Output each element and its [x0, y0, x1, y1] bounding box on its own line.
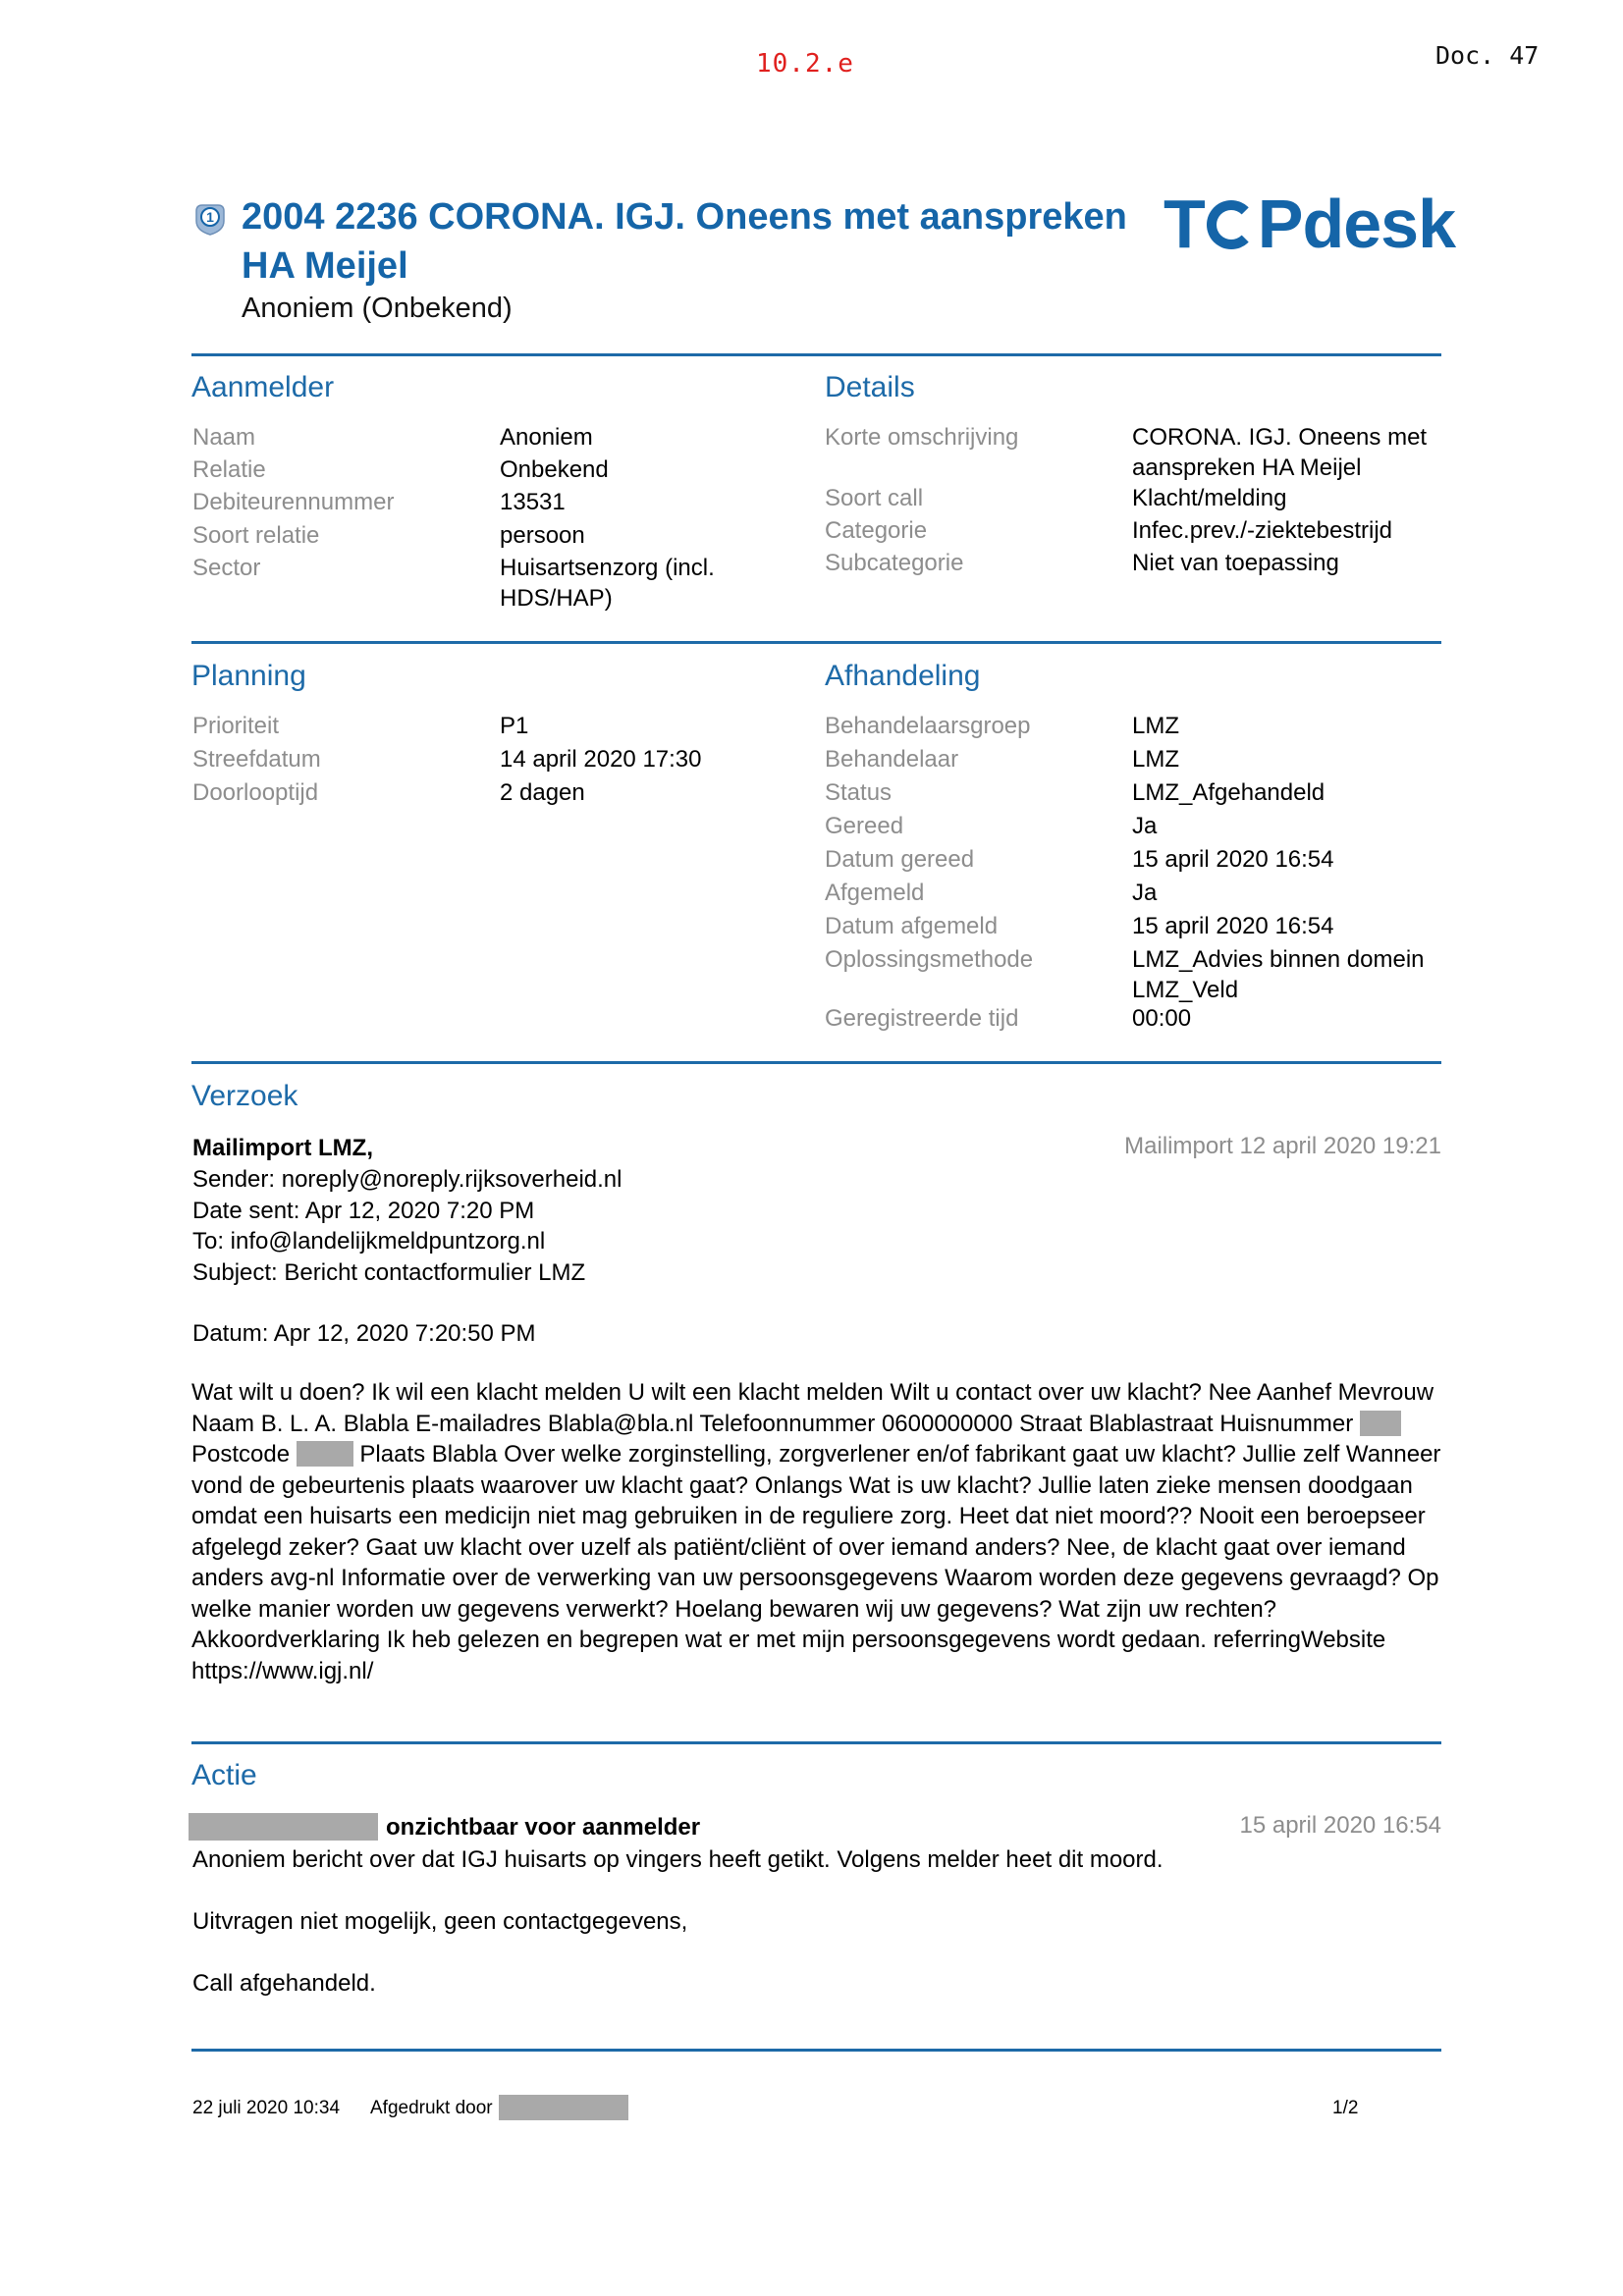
field-label: Geregistreerde tijd	[825, 1005, 1019, 1032]
section-heading-aanmelder: Aanmelder	[191, 371, 335, 403]
logo-text-right: Pdesk	[1257, 186, 1456, 262]
verzoek-author: Mailimport LMZ,	[192, 1135, 373, 1161]
field-value: LMZ	[1132, 746, 1179, 773]
field-value: 15 april 2020 16:54	[1132, 846, 1334, 873]
redacted-block	[499, 2095, 628, 2120]
divider	[191, 641, 1441, 644]
field-label: Datum gereed	[825, 846, 975, 873]
field-label: Debiteurennummer	[192, 489, 395, 515]
field-value: 14 april 2020 17:30	[500, 746, 702, 773]
redaction-mark: 10.2.e	[756, 49, 854, 79]
field-label: Gereed	[825, 813, 904, 839]
field-value: Niet van toepassing	[1132, 550, 1339, 576]
field-value: 00:00	[1132, 1005, 1192, 1032]
field-value: P1	[500, 713, 529, 739]
field-label: Doorlooptijd	[192, 779, 319, 806]
section-heading-planning: Planning	[191, 660, 306, 692]
redacted-block	[189, 1813, 378, 1841]
field-value: 13531	[500, 489, 566, 515]
field-value: 2 dagen	[500, 779, 585, 806]
divider	[191, 1741, 1441, 1744]
call-type-icon	[192, 201, 228, 237]
footer-printed-by: Afgedrukt door	[370, 2098, 493, 2118]
actie-line-1: Anoniem bericht over dat IGJ huisarts op vingers heeft getikt. Volgens melder heet dit moord.	[192, 1846, 1163, 1873]
redacted-block	[1360, 1411, 1401, 1436]
divider	[191, 1061, 1441, 1064]
logo-text-left: T	[1163, 186, 1205, 262]
field-value: Huisartsenzorg (incl. HDS/HAP)	[500, 555, 715, 612]
mail-subject: Subject: Bericht contactformulier LMZ	[192, 1258, 586, 1286]
field-label: Relatie	[192, 456, 266, 483]
divider	[191, 2049, 1441, 2052]
field-value: Onbekend	[500, 456, 609, 483]
divider	[191, 353, 1441, 356]
actie-visibility: onzichtbaar voor aanmelder	[386, 1814, 701, 1841]
field-label: Subcategorie	[825, 550, 964, 576]
verzoek-body-part3: Plaats Blabla Over welke zorginstelling, zorgverlener en/of fabrikant gaat uw klacht? Jullie zelf Wanneer vond de gebeurtenis plaats waarover uw klacht gaat? Onlangs Wat is uw klacht? Jullie laten zieke mensen doodgaan omdat een huisarts een medicijn niet mag gebruiken in de reguliere zorg. Heet dat niet moord?? Nooit een beroepseer afgelegd zeker? Gaat uw klacht over uzelf als patiënt/cliënt of over iemand anders? Nee, de klacht gaat over iemand anders avg-nl Informatie over de verwerking van uw persoonsgegevens Waarom worden deze gegevens gevraagd? Op welke manier worden uw gegevens verwerkt? Hoelang bewaren wij uw gegevens? Wat zijn uw rechten? Akkoordverklaring Ik heb gelezen en begrepen wat er met mijn persoonsgegevens wordt gedaan. referringWebsite https://www.igj.nl/	[191, 1441, 1441, 1684]
logo-o-icon	[1207, 200, 1256, 249]
mail-sender: Sender: noreply@noreply.rijksoverheid.nl	[192, 1166, 622, 1193]
verzoek-body	[191, 1377, 1448, 1686]
mail-to: To: info@landelijkmeldpuntzorg.nl	[192, 1228, 546, 1255]
verzoek-body-part2: Postcode	[191, 1441, 291, 1468]
field-label: Oplossingsmethode	[825, 946, 1034, 973]
field-label: Sector	[192, 555, 261, 581]
section-heading-verzoek: Verzoek	[191, 1080, 298, 1112]
field-label: Behandelaar	[825, 746, 959, 773]
field-label: Status	[825, 779, 893, 806]
section-heading-afhandeling: Afhandeling	[825, 660, 981, 692]
field-label: Prioriteit	[192, 713, 280, 739]
topdesk-logo	[1163, 185, 1455, 263]
mail-datum: Datum: Apr 12, 2020 7:20:50 PM	[192, 1320, 536, 1347]
section-heading-details: Details	[825, 371, 915, 403]
field-value: Ja	[1132, 813, 1158, 839]
field-label: Soort call	[825, 485, 924, 511]
mail-date-sent: Date sent: Apr 12, 2020 7:20 PM	[192, 1197, 535, 1224]
field-label: Streefdatum	[192, 746, 321, 773]
field-value: Ja	[1132, 880, 1158, 906]
field-label: Soort relatie	[192, 522, 320, 549]
redacted-block	[297, 1441, 353, 1467]
field-value: Klacht/melding	[1132, 485, 1287, 511]
svg-text:1: 1	[206, 209, 214, 225]
field-label: Korte omschrijving	[825, 424, 1019, 451]
field-value: persoon	[500, 522, 585, 549]
mail-header-lines	[192, 1164, 622, 1288]
document-number: Doc. 47	[1435, 41, 1540, 70]
field-label: Afgemeld	[825, 880, 925, 906]
page-subtitle: Anoniem (Onbekend)	[242, 293, 513, 324]
field-label: Datum afgemeld	[825, 913, 999, 939]
field-value: Anoniem	[500, 424, 593, 451]
actie-line-2: Uitvragen niet mogelijk, geen contactgegevens,	[192, 1908, 688, 1935]
section-heading-actie: Actie	[191, 1759, 257, 1791]
actie-timestamp: 15 april 2020 16:54	[1239, 1812, 1441, 1839]
field-value: LMZ_Afgehandeld	[1132, 779, 1325, 806]
footer-printed-date: 22 juli 2020 10:34	[192, 2098, 341, 2118]
page-title: 2004 2236 CORONA. IGJ. Oneens met aanspreken HA Meijel	[242, 196, 1127, 287]
field-label: Categorie	[825, 517, 928, 544]
verzoek-timestamp: Mailimport 12 april 2020 19:21	[1124, 1133, 1441, 1159]
footer-page-number: 1/2	[1332, 2098, 1359, 2118]
field-value: LMZ_Advies binnen domein LMZ_Veld	[1132, 946, 1425, 1003]
field-label: Naam	[192, 424, 256, 451]
field-value: LMZ	[1132, 713, 1179, 739]
actie-line-3: Call afgehandeld.	[192, 1970, 376, 1997]
field-value: Infec.prev./-ziektebestrijd	[1132, 517, 1392, 544]
field-value: CORONA. IGJ. Oneens met aanspreken HA Meijel	[1132, 424, 1428, 481]
field-value: 15 april 2020 16:54	[1132, 913, 1334, 939]
verzoek-body-part1: Wat wilt u doen? Ik wil een klacht melden U wilt een klacht melden Wilt u contact over uw klacht? Nee Aanhef Mevrouw Naam B. L. A. Blabla E-mailadres Blabla@bla.nl Telefoonnummer 0600000000 Straat Blablastraat Huisnummer	[191, 1379, 1434, 1437]
field-label: Behandelaarsgroep	[825, 713, 1031, 739]
